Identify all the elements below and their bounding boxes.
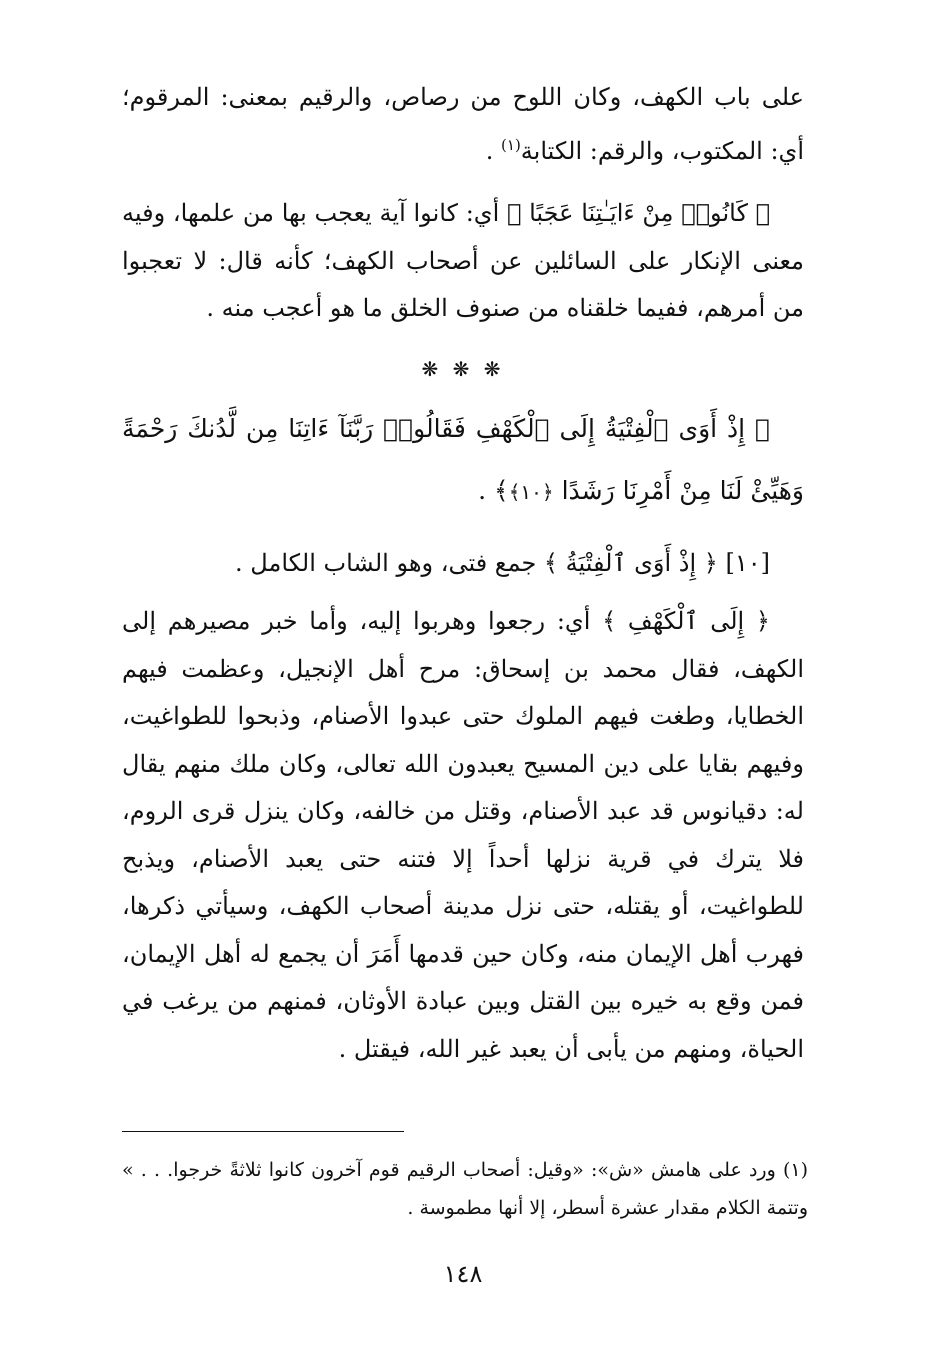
paragraph-3 [122, 540, 804, 588]
paragraph-1-line-1: على باب الكهف، وكان اللوح من رصاص، والرقيم بمعنى: المرقوم؛ [122, 83, 804, 111]
ayah-number-ornament: ﴿١٠﴾ [508, 480, 554, 504]
paragraph-1-line-2 [122, 122, 804, 176]
footnote-reference: (١) [501, 135, 521, 154]
quran-verse-close: ﴾ . [478, 476, 509, 505]
verse-number-ref: [١٠] [725, 549, 770, 577]
paragraph-2-text: أي: كانوا آية يعجب بها من علمها، وفيه معنى الإنكار على السائلين عن أصحاب الكهف؛ كأنه قال: لا تعجبوا من أمرهم، ففيما خلقناه من صنوف الخلق ما هو أعجب منه . [122, 199, 804, 322]
quranic-quote: ﴿ كَانُوا۟ مِنْ ءَايَـٰتِنَا عَجَبًا ﴾ [506, 199, 770, 227]
footnote-number: (١) [782, 1159, 809, 1181]
footnote-text: ورد على هامش «ش»: «وقيل: أصحاب الرقيم قوم آخرون كانوا ثلاثةً خرجوا. . . » وتتمة الكلام مقدار عشرة أسطر، إلا أنها مطموسة . [122, 1159, 808, 1219]
paragraph-3-text: جمع فتى، وهو الشاب الكامل . [235, 549, 544, 577]
paragraph-1 [122, 74, 804, 175]
quranic-quote: ﴿ إِلَى ٱلْكَهْفِ ﴾ [602, 607, 770, 635]
footnote-divider [122, 1131, 404, 1132]
page-number: ١٤٨ [443, 1260, 483, 1288]
paragraph-1-end: . [485, 136, 502, 165]
quran-verse-text: ﴿ إِذْ أَوَى ٱلْفِتْيَةُ إِلَى ٱلْكَهْفِ فَقَالُوا۟ رَبَّنَآ ءَاتِنَا مِن لَّدُنكَ رَحْمَةً وَهَيِّئْ لَنَا مِنْ أَمْرِنَا رَشَدًا [122, 414, 804, 505]
quran-verse-block [122, 398, 804, 523]
section-separator: ❋ ❋ ❋ [421, 357, 505, 381]
paragraph-2 [122, 190, 804, 333]
quranic-quote: ﴿ إِذْ أَوَى ٱلْفِتْيَةُ ﴾ [543, 549, 718, 577]
footnotes [122, 1151, 808, 1227]
paragraph-4 [122, 598, 804, 1073]
paragraph-4-text: أي: رجعوا وهربوا إليه، وأما خبر مصيرهم إلى الكهف، فقال محمد بن إسحاق: مرح أهل الإنجيل، وعظمت فيهم الخطايا، وطغت فيهم الملوك حتى عبدوا الأصنام، وذبحوا للطواغيت، وفيهم بقايا على دين المسيح يعبدون الله تعالى، وكان ملك منهم يقال له: دقيانوس قد عبد الأصنام، وقتل من خالفه، وكان ينزل قرى الروم، فلا يترك في قرية نزلها أحداً إلا فتنه حتى يعبد الأصنام، ويذبح للطواغيت، أو يقتله، حتى نزل مدينة أصحاب الكهف، وسيأتي ذكرها، فهرب أهل الإيمان منه، وكان حين قدمها أَمَرَ أن يجمع له أهل الإيمان، فمن وقع به خيره بين القتل وبين عبادة الأوثان، فمنهم من يرغب في الحياة، ومنهم من يأبى أن يعبد غير الله، فيقتل . [122, 607, 804, 1063]
paragraph-1-text: أي: المكتوب، والرقم: الكتابة [520, 136, 804, 165]
